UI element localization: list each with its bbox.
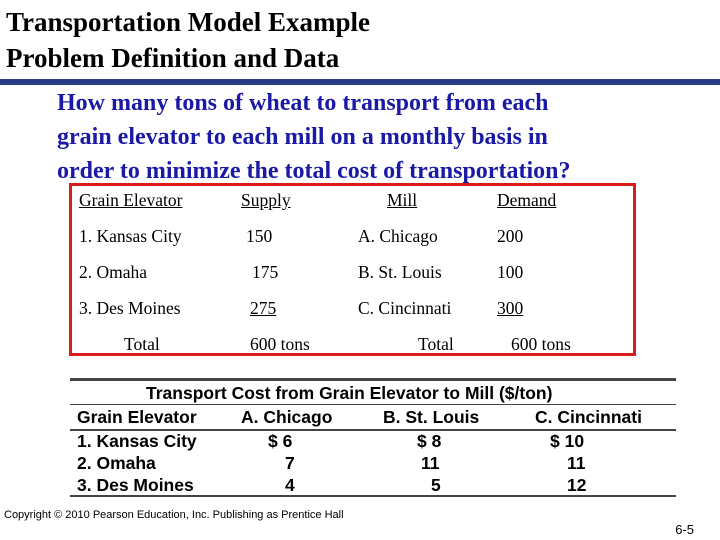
elevator-kansas-city: 1. Kansas City bbox=[79, 226, 182, 246]
col-header-cincinnati: C. Cincinnati bbox=[535, 407, 642, 427]
cost-omaha-st-louis: 11 bbox=[421, 453, 440, 473]
table-caption: Transport Cost from Grain Elevator to Mill ($/ton) bbox=[146, 383, 553, 403]
cost-kc-st-louis: $ 8 bbox=[417, 431, 442, 451]
cost-dm-st-louis: 5 bbox=[431, 475, 441, 495]
table-top-rule bbox=[70, 378, 676, 381]
supply-demand-box bbox=[69, 183, 636, 356]
demand-cincinnati: 300 bbox=[497, 298, 524, 318]
cost-row-omaha: 2. Omaha bbox=[77, 453, 156, 473]
mill-cincinnati: C. Cincinnati bbox=[358, 298, 452, 318]
header-supply: Supply bbox=[241, 190, 291, 210]
col-header-grain-elevator: Grain Elevator bbox=[77, 407, 197, 427]
cost-omaha-cincinnati: 11 bbox=[567, 453, 586, 473]
caption-rule bbox=[70, 404, 676, 405]
page-number: 6-5 bbox=[675, 522, 694, 537]
problem-question bbox=[57, 86, 717, 188]
demand-st-louis: 100 bbox=[497, 262, 524, 282]
cost-row-kansas-city: 1. Kansas City bbox=[77, 431, 197, 451]
title-line-2: Problem Definition and Data bbox=[6, 43, 340, 73]
question-line-3: order to minimize the total cost of transportation? bbox=[57, 158, 571, 184]
elevator-omaha: 2. Omaha bbox=[79, 262, 148, 282]
cost-kc-cincinnati: $ 10 bbox=[550, 431, 585, 451]
elevator-des-moines: 3. Des Moines bbox=[79, 298, 181, 318]
total-label-right: Total bbox=[418, 334, 454, 354]
cost-dm-chicago: 4 bbox=[285, 475, 295, 495]
question-line-1: How many tons of wheat to transport from each bbox=[57, 90, 549, 116]
cost-kc-chicago: $ 6 bbox=[268, 431, 293, 451]
slide-title bbox=[6, 4, 370, 76]
demand-chicago: 200 bbox=[497, 226, 524, 246]
cost-dm-cincinnati: 12 bbox=[567, 475, 587, 495]
title-line-1: Transportation Model Example bbox=[6, 7, 370, 37]
cost-omaha-chicago: 7 bbox=[285, 453, 295, 473]
cost-row-des-moines: 3. Des Moines bbox=[77, 475, 194, 495]
mill-chicago: A. Chicago bbox=[358, 226, 438, 246]
total-demand: 600 tons bbox=[511, 334, 571, 354]
total-supply: 600 tons bbox=[250, 334, 310, 354]
copyright-notice: Copyright © 2010 Pearson Education, Inc. Publishing as Prentice Hall bbox=[4, 509, 344, 521]
question-line-2: grain elevator to each mill on a monthly basis in bbox=[57, 124, 548, 150]
supply-omaha: 175 bbox=[252, 262, 279, 282]
mill-st-louis: B. St. Louis bbox=[358, 262, 442, 282]
table-bottom-rule bbox=[70, 495, 676, 497]
header-mill: Mill bbox=[387, 190, 418, 210]
supply-kansas-city: 150 bbox=[246, 226, 273, 246]
supply-des-moines: 275 bbox=[250, 298, 277, 318]
header-grain-elevator: Grain Elevator bbox=[79, 190, 183, 210]
col-header-chicago: A. Chicago bbox=[241, 407, 333, 427]
col-header-st-louis: B. St. Louis bbox=[383, 407, 480, 427]
total-label-left: Total bbox=[124, 334, 160, 354]
title-divider bbox=[0, 79, 720, 85]
header-demand: Demand bbox=[497, 190, 557, 210]
